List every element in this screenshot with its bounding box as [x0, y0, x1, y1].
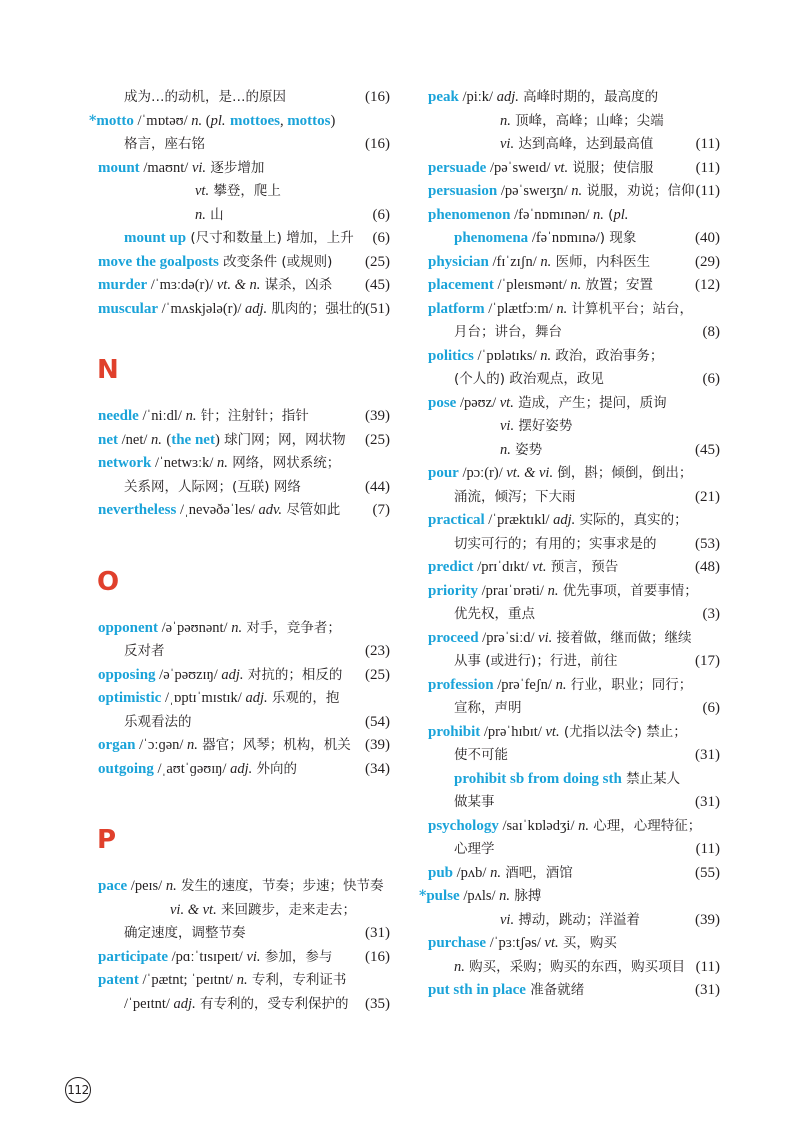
definition: 摆好姿势: [514, 418, 573, 434]
headword: mount: [98, 159, 140, 176]
entry-continuation: [428, 838, 720, 862]
part-of-speech: vt.: [544, 935, 559, 951]
definition: 宣称，声明: [454, 700, 522, 716]
headword: network: [98, 455, 152, 471]
headword: persuasion: [428, 183, 498, 199]
entry-murder: murder /ˈmɜːdə(r)/ vt. & n. 谋杀，凶杀 (45): [98, 274, 390, 298]
section-letter-o: O: [97, 566, 120, 597]
entry-phrase: [428, 227, 720, 251]
entry-network: network /ˈnetwɜːk/ n. 网络，网状系统；: [98, 455, 341, 471]
entry-continuation: [428, 650, 720, 674]
entry-pulse: [419, 885, 720, 909]
entry-muscular: muscular /ˈmʌskjələ(r)/ adj. 肌肉的；强壮的 (51): [98, 298, 390, 322]
phonetic: /praɪˈɒrəti/: [478, 582, 548, 599]
headword: priority: [428, 582, 478, 599]
page-ref: (31): [695, 794, 720, 810]
phonetic: /pəˈsweɪd/: [486, 159, 554, 176]
phonetic: /ˈpɜːtʃəs/: [486, 935, 545, 951]
page-ref: (16): [365, 136, 390, 152]
page-ref: (39): [695, 911, 720, 928]
page-ref: (11): [695, 841, 720, 857]
definition: 购买，采购；购买的东西，购买项目: [464, 958, 686, 975]
phonetic: /fɪˈzɪʃn/: [488, 253, 541, 270]
entry-continuation: [428, 744, 720, 768]
section-n: [98, 321, 390, 405]
entry-continuation: 确定速度，调整节奏 (31): [98, 922, 390, 946]
right-column: [419, 86, 720, 1003]
phonetic: /fəˈnɒmɪnən/: [510, 206, 594, 223]
phrase-word: prohibit sb from doing sth: [454, 770, 622, 787]
headword: psychology: [428, 817, 499, 834]
entry-profession: [428, 674, 720, 698]
headword: patent: [98, 972, 139, 988]
definition: (: [603, 206, 614, 223]
part-of-speech: vt.: [499, 394, 514, 411]
headword: murder: [98, 277, 148, 293]
entry-continuation: 格言，座右铭 (16): [98, 133, 390, 157]
entry-continuation: [428, 486, 720, 510]
entry-platform: [428, 298, 720, 322]
headword: needle: [98, 408, 139, 424]
part-of-speech: vi.: [500, 418, 515, 434]
page-ref: (25): [365, 666, 390, 683]
headword: profession: [428, 676, 494, 693]
definition: ) 现象: [599, 230, 637, 246]
headword: opponent: [98, 619, 159, 636]
page-ref: (8): [702, 324, 720, 340]
part-of-speech: vt.: [545, 723, 560, 740]
headword: put sth in place: [428, 982, 526, 998]
headword: phenomenon: [428, 206, 511, 223]
definition: 使不可能: [454, 747, 508, 763]
page-ref: (31): [695, 982, 720, 998]
entry-sense: vt. 攀登，爬上: [195, 183, 281, 199]
page-ref: (35): [365, 995, 390, 1012]
entry-continuation: 乐观看法的 (54): [98, 711, 390, 735]
part-of-speech: pl.: [613, 206, 629, 223]
page-ref: (11): [695, 958, 720, 975]
entry-phrase: [428, 768, 720, 792]
part-of-speech: n.: [570, 277, 582, 293]
phonetic: /pəˈsweɪʒn/: [497, 183, 572, 199]
page-ref: (16): [365, 89, 390, 105]
section-letter-n: N: [97, 355, 119, 385]
headword: muscular: [98, 300, 158, 317]
entry-predict: [428, 556, 720, 580]
definition: 禁止某人: [621, 770, 681, 787]
definition: 涌流，倾泻；下大雨: [454, 488, 576, 505]
headword: purchase: [428, 935, 487, 951]
part-of-speech: n.: [540, 347, 552, 364]
headword: pace: [98, 878, 128, 894]
phonetic: /ˈpræktɪkl/: [484, 512, 554, 528]
definition: 准备就绪: [525, 982, 585, 998]
entry-continuation: 关系网，人际网；(互联) 网络 (44): [98, 476, 390, 500]
headword: net: [98, 431, 118, 448]
part-of-speech: n.: [578, 817, 589, 834]
headword: politics: [428, 347, 474, 364]
headword: opposing: [98, 666, 156, 683]
headword: pour: [428, 465, 459, 481]
page-ref: (3): [702, 606, 720, 622]
page-ref: (45): [695, 441, 720, 458]
definition: 实际的，真实的；: [575, 512, 688, 528]
definition: 倒，斟；倾倒，倒出；: [553, 465, 693, 481]
definition: (尤指以法令) 禁止；: [559, 723, 687, 740]
definition: 政治，政治事务；: [551, 347, 664, 364]
entry-organ: organ /ˈɔːɡən/ n. 器官；风琴；机构，机关 (39): [98, 734, 390, 758]
headword: participate: [98, 948, 168, 965]
part-of-speech: n.: [490, 864, 501, 881]
part-of-speech: n.: [454, 958, 465, 975]
entry-motto: *motto /ˈmɒtəʊ/ n. (pl. mottoes, mottos): [89, 112, 336, 129]
phonetic: /ˈmɒtəʊ/: [133, 112, 192, 129]
definition: 接着做，继而做；继续: [552, 629, 692, 646]
entry-continuation: [428, 791, 720, 815]
definition: 酒吧，酒馆: [500, 864, 573, 881]
headword: pose: [428, 394, 457, 411]
part-of-speech: n.: [571, 183, 583, 199]
headword: practical: [428, 512, 485, 528]
part-of-speech: n.: [593, 206, 604, 223]
headword: pub: [428, 864, 454, 881]
part-of-speech: n.: [500, 441, 511, 458]
entry-optimistic: optimistic /ˌɒptɪˈmɪstɪk/ adj. 乐观的，抱: [98, 690, 340, 706]
definition: 姿势: [510, 441, 543, 458]
entry-pour: [428, 462, 720, 486]
page-ref: (51): [365, 300, 390, 317]
page-ref: (39): [365, 737, 390, 753]
entry-nevertheless: nevertheless /ˌnevəðəˈles/ adv. 尽管如此 (7): [98, 499, 390, 523]
definition: 心理学: [454, 841, 495, 857]
definition: 从事 (或进行)；行进，前往: [454, 653, 618, 669]
page-ref: (6): [702, 700, 720, 716]
part-of-speech: vi.: [538, 629, 553, 646]
definition: 行业，职业；同行；: [566, 676, 693, 693]
part-of-speech: n.: [556, 300, 568, 317]
entry-pub: [428, 862, 720, 886]
phonetic: /prəˈfeʃn/: [493, 676, 556, 693]
definition: 切实可行的；有用的；实事求是的: [454, 535, 657, 552]
phonetic: /pɔː(r)/: [458, 465, 507, 481]
part-of-speech: vt.: [532, 559, 547, 575]
definition: 造成，产生；提问，质询: [513, 394, 667, 411]
entry-sense: [428, 110, 720, 134]
page-ref: (44): [365, 478, 390, 495]
entry-outgoing: outgoing /ˌaʊtˈɡəʊɪŋ/ adj. 外向的 (34): [98, 758, 390, 782]
page-ref: (12): [695, 277, 720, 293]
entry-phenomenon: [428, 204, 720, 228]
entry-persuade: [428, 157, 720, 181]
entry-patent: patent /ˈpætnt; ˈpeɪtnt/ n. 专利，专利证书: [98, 972, 347, 988]
headword: outgoing: [98, 760, 154, 777]
page-ref: (45): [365, 277, 390, 293]
page-ref: (53): [695, 535, 720, 552]
entry-sense: n. 山 (6): [98, 204, 390, 228]
headword: platform: [428, 300, 485, 317]
headword: persuade: [428, 159, 487, 176]
headword: placement: [428, 277, 494, 293]
entry-sense: [428, 439, 720, 463]
definition: 预言，预告: [546, 559, 619, 575]
headword: organ: [98, 737, 136, 753]
headword: physician: [428, 253, 489, 270]
entry-put-sth-in-place: [428, 979, 720, 1003]
entry-politics: [428, 345, 720, 369]
page-ref: (17): [695, 653, 720, 669]
definition: 做某事: [454, 794, 495, 810]
entry-net: net /net/ n. (the net) 球门网；网，网状物 (25): [98, 429, 390, 453]
page-ref: (6): [372, 206, 390, 223]
part-of-speech: adj.: [496, 89, 519, 105]
page-ref: (40): [695, 230, 720, 246]
headword: prohibit: [428, 723, 481, 740]
definition: 脉搏: [510, 888, 542, 904]
page-ref: (31): [365, 925, 390, 941]
entry-persuasion: [428, 180, 720, 204]
headword: motto: [96, 112, 134, 129]
part-of-speech: n.: [555, 676, 567, 693]
part-of-speech: vi.: [500, 911, 515, 928]
entry-continuation: [428, 697, 720, 721]
headword: pulse: [426, 888, 460, 904]
entry-participate: participate /pɑːˈtɪsɪpeɪt/ vi. 参加，参与 (16): [98, 946, 390, 970]
page-ref: (39): [365, 408, 390, 424]
phonetic: /piːk/: [458, 89, 497, 105]
entry-continuation: [428, 603, 720, 627]
section-p: [98, 781, 390, 875]
definition: 计算机平台；站台，: [567, 300, 694, 317]
phonetic: /ˈpɒlətɪks/: [473, 347, 541, 364]
page-ref: (25): [365, 253, 390, 270]
definition: 优先权，重点: [454, 606, 535, 622]
definition: 高峰时期的，最高度的: [518, 89, 659, 105]
definition: 达到高峰，达到最高值: [514, 136, 654, 152]
page-ref: (6): [702, 371, 720, 387]
entry-physician: [428, 251, 720, 275]
definition: (个人的) 政治观点，政见: [454, 371, 604, 387]
part-of-speech: vt.: [554, 159, 569, 176]
page-ref: (29): [695, 253, 720, 270]
definition: 月台；讲台，舞台: [454, 324, 562, 340]
page-ref: (16): [365, 948, 390, 965]
entry-proceed: [428, 627, 720, 651]
definition: 放置；安置: [581, 277, 654, 293]
page-ref: (11): [695, 183, 720, 199]
page-ref: (21): [695, 488, 720, 505]
definition: 说服，劝说；信仰: [582, 183, 695, 199]
phonetic: /fəˈnɒmɪnə/: [528, 230, 600, 246]
entry-continuation: 反对者 (23): [98, 640, 390, 664]
page-ref: (23): [365, 643, 390, 659]
phrase-word: phenomena: [454, 230, 529, 246]
page-ref: (34): [365, 760, 390, 777]
star-marker: *: [419, 888, 427, 904]
headword: peak: [428, 89, 459, 105]
entry-continuation: [428, 956, 720, 980]
entry-continuation: /ˈpeɪtnt/ adj. 有专利的，受专利保护的 (35): [98, 993, 390, 1017]
phonetic: /pəʊz/: [456, 394, 500, 411]
entry-sense: [428, 909, 720, 933]
phonetic: /pʌb/: [453, 864, 491, 881]
phonetic: /ˈpleɪsmənt/: [493, 277, 571, 293]
entry-sense: [428, 415, 720, 439]
entry-opposing: opposing /əˈpəʊzɪŋ/ adj. 对抗的；相反的 (25): [98, 664, 390, 688]
definition: 心理，心理特征；: [589, 817, 702, 834]
entry-pose: [428, 392, 720, 416]
part-of-speech: vt. & vi.: [506, 465, 554, 481]
page-ref: (54): [365, 713, 390, 730]
part-of-speech: adj.: [553, 512, 576, 528]
entry-continuation: [428, 368, 720, 392]
left-column: [89, 86, 390, 1016]
entry-practical: [428, 509, 720, 533]
part-of-speech: n.: [547, 582, 559, 599]
phonetic: /saɪˈkɒlədʒi/: [498, 817, 579, 834]
phonetic: /prɪˈdɪkt/: [473, 559, 533, 575]
phonetic: /prəˈhɪbɪt/: [480, 723, 546, 740]
entry-pace: pace /peɪs/ n. 发生的速度，节奏；步速；快节奏: [98, 878, 384, 894]
phrase-word: mount up: [124, 230, 187, 246]
entry-peak: [428, 86, 720, 110]
headword: predict: [428, 559, 474, 575]
page-ref: (11): [695, 136, 720, 152]
headword: optimistic: [98, 690, 162, 706]
star-marker: *: [89, 112, 97, 129]
page-ref: (6): [372, 230, 390, 246]
entry-continuation: [428, 321, 720, 345]
headword: proceed: [428, 629, 479, 646]
entry-sense: vi. & vt. 来回踱步，走来走去；: [170, 901, 357, 918]
definition: 顶峰，高峰；山峰；尖端: [510, 112, 664, 129]
section-o: [98, 523, 390, 617]
entry-priority: [428, 580, 720, 604]
entry-purchase: [428, 932, 720, 956]
page-ref: (55): [695, 864, 720, 881]
headword: move the goalposts: [98, 253, 219, 270]
headword: nevertheless: [98, 502, 177, 518]
page-ref: (31): [695, 747, 720, 763]
page-ref: (7): [372, 502, 390, 518]
definition: 搏动，跳动；洋溢着: [514, 911, 640, 928]
entry-phrase: mount up (尺寸和数量上) 增加，上升 (6): [98, 227, 390, 251]
entry-continuation: [428, 533, 720, 557]
entry-mount: mount /maʊnt/ vi. 逐步增加: [98, 159, 265, 176]
part-of-speech: n.: [540, 253, 552, 270]
entry-placement: [428, 274, 720, 298]
part-of-speech: n.: [499, 888, 511, 904]
page-number: 112: [65, 1077, 91, 1103]
entry-psychology: [428, 815, 720, 839]
entry-opponent: opponent /əˈpəʊnənt/ n. 对手，竞争者；: [98, 619, 341, 636]
part-of-speech: vi.: [500, 136, 515, 152]
phonetic: /prəˈsiːd/: [478, 629, 539, 646]
section-letter-p: P: [97, 825, 117, 855]
page-ref: (25): [365, 431, 390, 448]
phonetic: /ˈplætfɔːm/: [484, 300, 557, 317]
phonetic: /pʌls/: [459, 888, 500, 904]
page-ref: (48): [695, 559, 720, 575]
entry-continuation: 成为…的动机，是…的原因 (16): [98, 86, 390, 110]
entry-prohibit: [428, 721, 720, 745]
page-ref: (11): [695, 159, 720, 176]
entry-needle: needle /ˈniːdl/ n. 针；注射针；指针 (39): [98, 405, 390, 429]
entry-move-the-goalposts: move the goalposts 改变条件 (或规则) (25): [98, 251, 390, 275]
entry-sense: [428, 133, 720, 157]
definition: 说服；使信服: [568, 159, 654, 176]
definition: 买，购买: [558, 935, 617, 951]
part-of-speech: n.: [500, 112, 511, 129]
definition: 医师，内科医生: [551, 253, 651, 270]
definition: 优先事项，首要事情；: [558, 582, 698, 599]
